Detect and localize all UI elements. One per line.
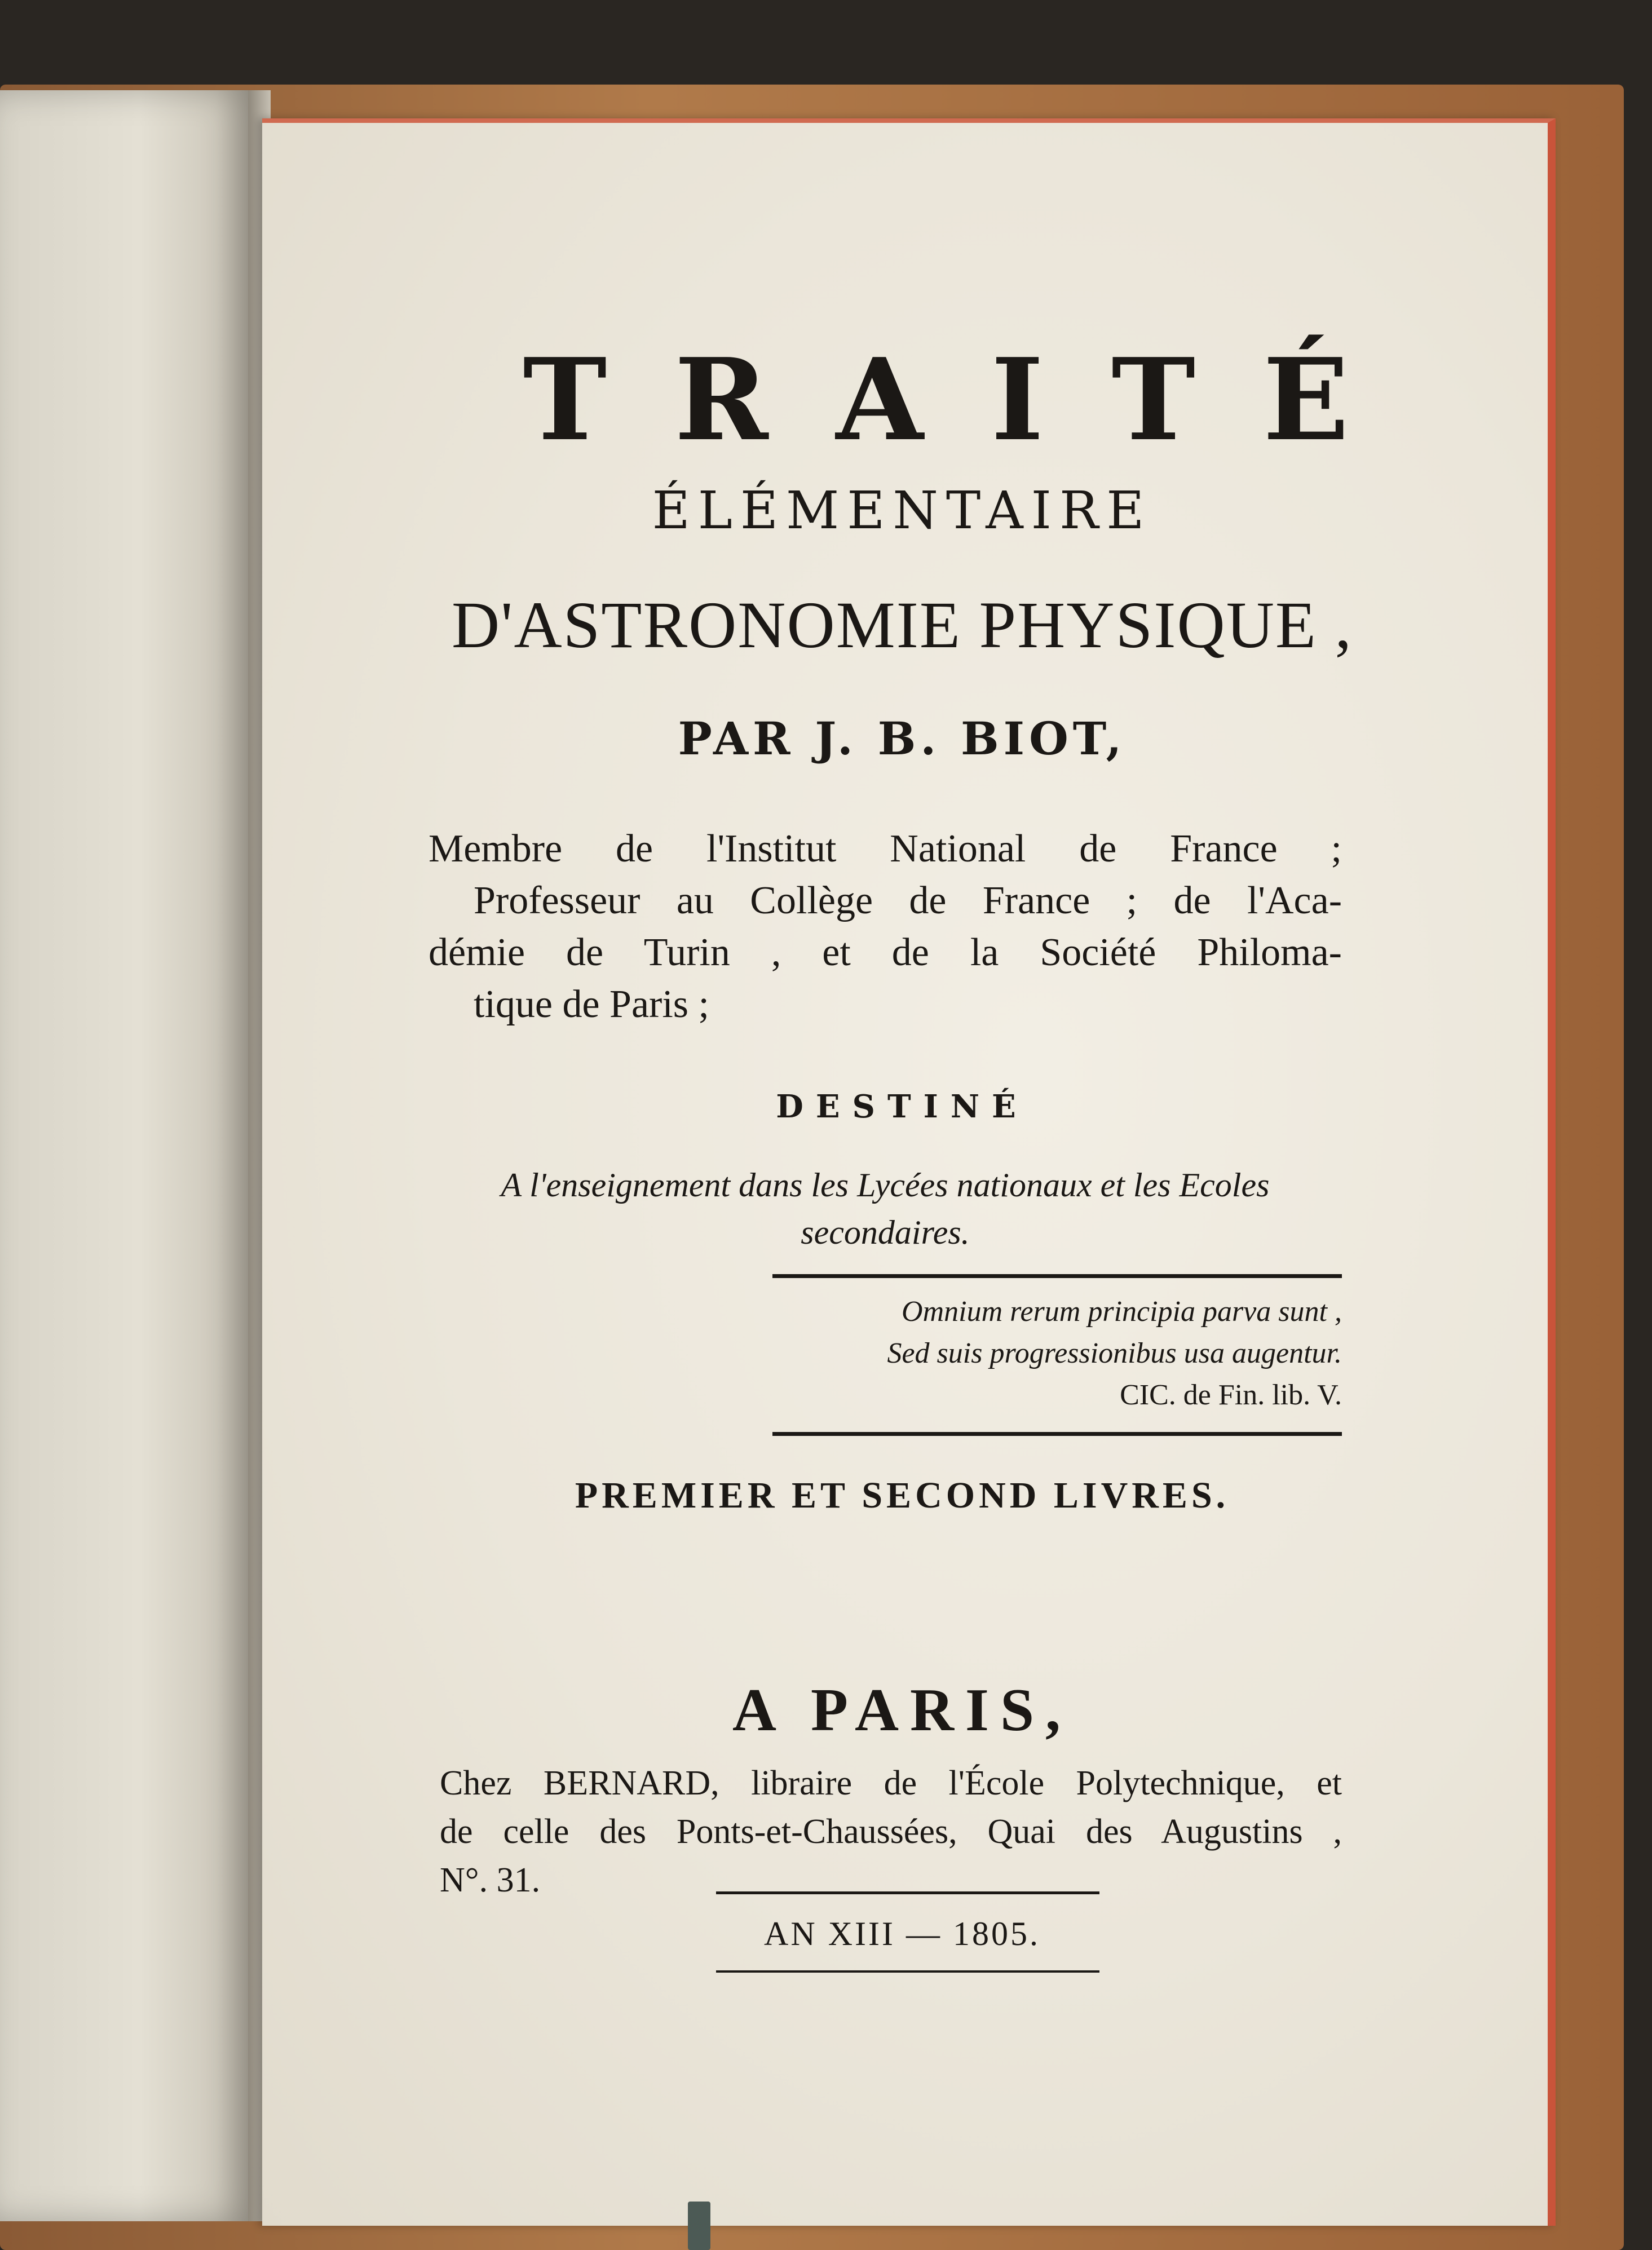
epigraph-line: Omnium rerum principia parva sunt , (902, 1296, 1342, 1328)
publisher-line: de celle des Ponts-et-Chaussées, Quai des Augustins , (440, 1813, 1342, 1851)
author-credentials (429, 823, 1342, 1031)
epigraph-citation: CIC. de Fin. lib. V. (1120, 1379, 1342, 1411)
credentials-line: Professeur au Collège de France ; de l'Aca- (474, 879, 1342, 922)
destine-label: DESTINÉ (776, 1088, 1028, 1125)
publisher-line: Chez BERNARD, libraire de l'École Polytechnique, et (440, 1764, 1342, 1802)
credentials-line: démie de Turin , et de la Société Philoma- (429, 931, 1342, 974)
destine-line: secondaires. (801, 1214, 970, 1251)
rule-date-top (716, 1891, 1099, 1894)
rule-bottom (772, 1432, 1342, 1436)
author-line: PAR J. B. BIOT, (678, 712, 1127, 765)
left-page (0, 90, 254, 2221)
epigraph (733, 1291, 1342, 1416)
epigraph-line: Sed suis progressionibus usa augentur. (887, 1337, 1342, 1369)
title-traite: TRAITÉ (523, 334, 1417, 466)
rule-top (772, 1274, 1342, 1278)
rule-date-bottom (716, 1970, 1099, 1973)
destine-text (429, 1161, 1342, 1256)
volume-line: PREMIER ET SECOND LIVRES. (575, 1475, 1230, 1516)
imprint-date: AN XIII — 1805. (764, 1915, 1040, 1952)
title-elementaire: ÉLÉMENTAIRE (652, 480, 1152, 541)
title-astronomie-physique: D'ASTRONOMIE PHYSIQUE , (451, 588, 1353, 662)
destine-line: A l'enseignement dans les Lycées nationaux et les Ecoles (501, 1166, 1270, 1204)
publisher-line: N°. 31. (440, 1861, 541, 1899)
credentials-line: tique de Paris ; (474, 983, 709, 1026)
imprint-publisher (440, 1759, 1342, 1904)
credentials-line: Membre de l'Institut National de France ; (429, 827, 1342, 870)
imprint-city: A PARIS, (732, 1677, 1072, 1744)
ribbon-bookmark (688, 2202, 710, 2250)
